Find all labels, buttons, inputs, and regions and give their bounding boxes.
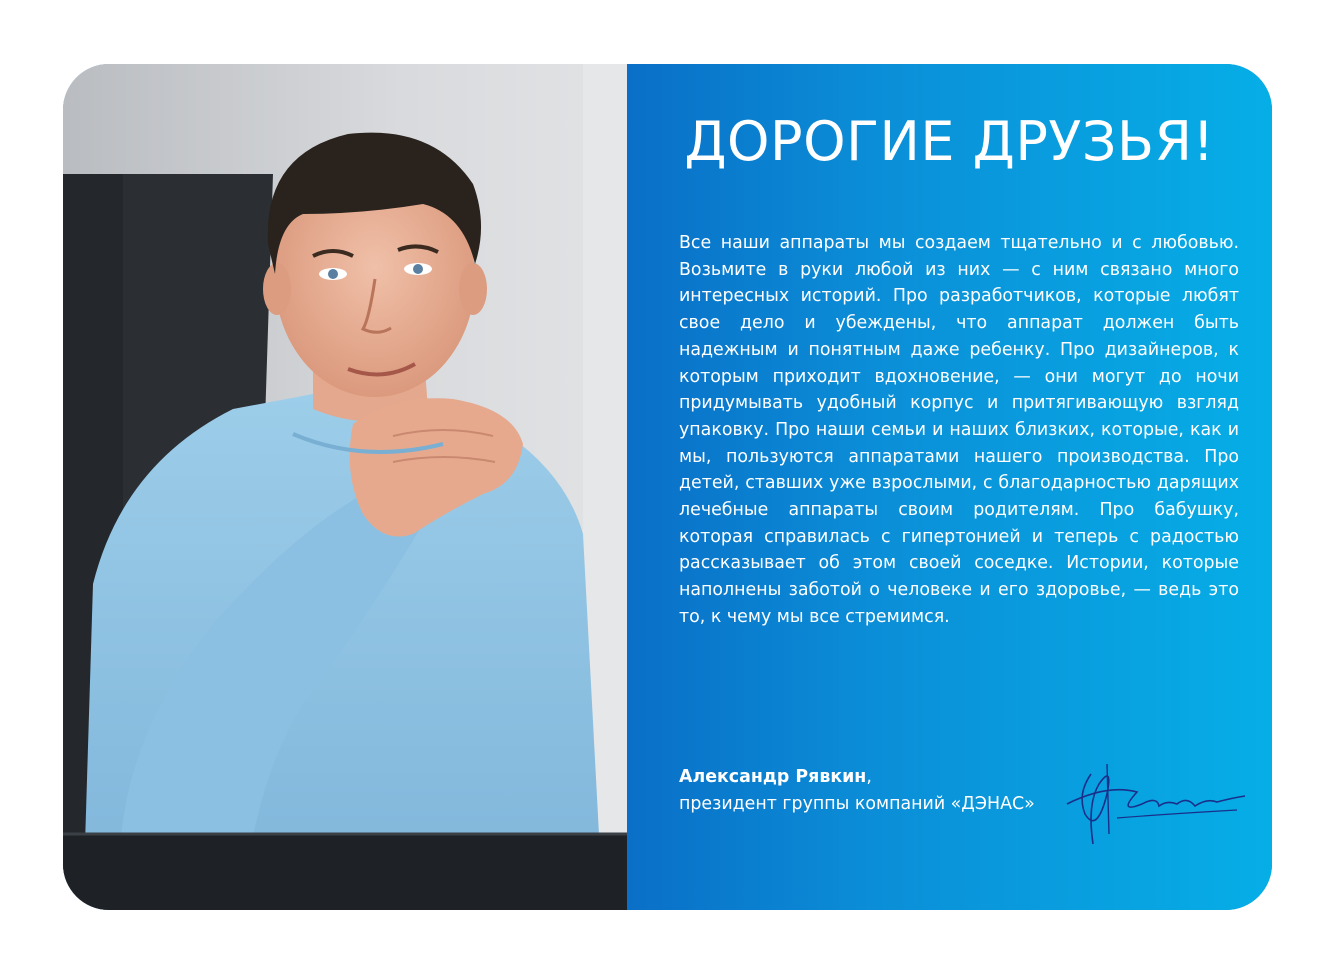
- signatory-name: [679, 764, 872, 790]
- letter-heading: ДОРОГИЕ ДРУЗЬЯ!: [684, 110, 1215, 173]
- signatory-name-text: Александр Рявкин: [679, 767, 867, 787]
- letter-body: Все наши аппараты мы создаем тщательно и с любовью. Возьмите в руки любой из них — с ним связано много интересных историй. Про разработчиков, которые любят свое дело и убеждены, что аппарат должен быть надежным и понятным даже ребенку. Про дизайнеров, к которым приходит вдохновение, — они могут до ночи придумывать удобный корпус и притягивающую взгляд упаковку. Про наши семьи и наших близких, которые, как и мы, пользуются аппаратами нашего производства. Про детей, ставших уже взрослыми, с благодарностью дарящих лечебные аппараты своим родителям. Про бабушку, которая справилась с гипертонией и теперь с радостью рассказывает об этом своей соседке. Истории, которые наполнены заботой о человеке и его здоровье, — ведь это то, к чему мы все стремимся.: [679, 233, 1239, 627]
- signatory-name-suffix: ,: [866, 767, 872, 787]
- signatory-role: президент группы компаний «ДЭНАС»: [679, 794, 1035, 814]
- letter-card: [63, 64, 1272, 910]
- portrait-illustration: [63, 64, 627, 910]
- portrait-photo: [63, 64, 627, 910]
- handwritten-signature: [1047, 744, 1247, 854]
- message-panel: [627, 64, 1272, 910]
